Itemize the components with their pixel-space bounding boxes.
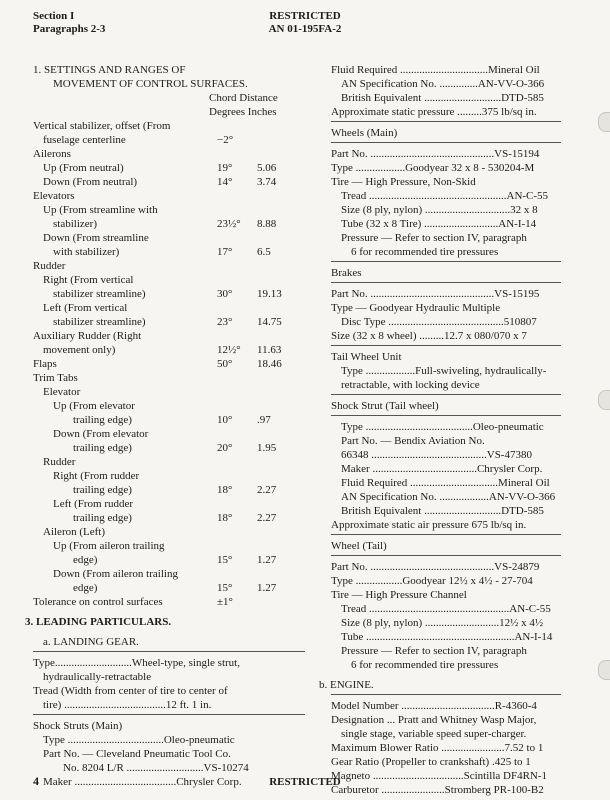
settings-title-cont: MOVEMENT OF CONTROL SURFACES. bbox=[53, 78, 248, 90]
binding-hole bbox=[598, 660, 610, 680]
spec-line: 6 for recommended tire pressures bbox=[351, 659, 499, 671]
divider bbox=[331, 282, 561, 283]
table-row: stabilizer) 23½° 8.88 bbox=[53, 218, 277, 230]
table-row: trailing edge) 10° .97 bbox=[73, 414, 271, 426]
group-label: Elevators bbox=[33, 190, 75, 202]
group-label: Wheel (Tail) bbox=[331, 540, 387, 552]
table-row: Up (From aileron trailing bbox=[53, 540, 165, 552]
table-row: Right (From vertical bbox=[43, 274, 134, 286]
divider bbox=[33, 651, 305, 652]
table-row: Down (From elevator bbox=[53, 428, 149, 440]
doc-number: AN 01-195FA-2 bbox=[268, 23, 342, 35]
spec-line: British Equivalent ............................DTD-585 bbox=[341, 505, 544, 517]
spec-line: Fluid Required ................................Mineral Oil bbox=[331, 64, 540, 76]
column-header: Chord Distance bbox=[209, 92, 278, 104]
classification-header: RESTRICTED bbox=[269, 10, 341, 22]
table-row: trailing edge) 18° 2.27 bbox=[73, 484, 277, 496]
table-row: trailing edge) 20° 1.95 bbox=[73, 442, 277, 454]
page-header-center bbox=[205, 10, 405, 36]
spec-line: AN Specification No. ..................AN-VV-O-366 bbox=[341, 491, 556, 503]
spec-line: single stage, variable speed super-charger. bbox=[341, 728, 527, 740]
spec-line: Pressure — Refer to section IV, paragraph bbox=[341, 645, 527, 657]
divider bbox=[331, 121, 561, 122]
section-heading: 3. LEADING PARTICULARS. bbox=[25, 616, 172, 628]
table-row: Left (From vertical bbox=[43, 302, 128, 314]
spec-line: Part No. .............................................VS-15194 bbox=[331, 148, 540, 160]
table-row: fuselage centerline −2° bbox=[43, 134, 234, 146]
table-row: Auxiliary Rudder (Right bbox=[33, 330, 142, 342]
group-label: Brakes bbox=[331, 267, 362, 279]
group-label: Shock Struts (Main) bbox=[33, 720, 123, 732]
spec-line: Type ...................................Oleo-pneumatic bbox=[43, 734, 235, 746]
subsection-heading: a. LANDING GEAR. bbox=[43, 636, 139, 648]
spec-line: Size (32 x 8 wheel) .........12.7 x 080/070 x 7 bbox=[331, 330, 527, 342]
spec-line: Type............................Wheel-type, single strut, bbox=[33, 657, 240, 669]
subsection-heading: b. ENGINE. bbox=[319, 679, 374, 691]
divider bbox=[33, 714, 305, 715]
spec-line: Model Number ..................................R-4360-4 bbox=[331, 700, 537, 712]
spec-line: Magneto .................................Scintilla DF4RN-1 bbox=[331, 770, 548, 782]
spec-line: Tread ..................................................AN-C-55 bbox=[341, 190, 549, 202]
table-row: Up (From neutral) 19° 5.06 bbox=[43, 162, 277, 174]
table-row: Down (From streamline bbox=[43, 232, 149, 244]
divider bbox=[331, 261, 561, 262]
classification-footer: RESTRICTED bbox=[269, 776, 341, 788]
table-row: Up (From elevator bbox=[53, 400, 135, 412]
table-row: stabilizer streamline) 30° 19.13 bbox=[53, 288, 282, 300]
divider bbox=[331, 534, 561, 535]
table-row: Right (From rudder bbox=[53, 470, 140, 482]
spec-line: Maker .....................................Chrysler Corp. bbox=[43, 776, 242, 788]
spec-line: Type — Goodyear Hydraulic Multiple bbox=[331, 302, 501, 314]
spec-line: retractable, with locking device bbox=[341, 379, 480, 391]
spec-line: Tire — High Pressure Channel bbox=[331, 589, 467, 601]
spec-line: Tire — High Pressure, Non-Skid bbox=[331, 176, 476, 188]
divider bbox=[331, 555, 561, 556]
spec-line: Gear Ratio (Propeller to crankshaft) .425 to 1 bbox=[331, 756, 531, 768]
spec-line: Type ..................Full-swiveling, hydraulically- bbox=[341, 365, 547, 377]
section-label: Section I bbox=[33, 10, 75, 22]
right-column bbox=[319, 63, 561, 797]
column-header: Degrees Inches bbox=[209, 106, 277, 118]
spec-line: Size (8 ply, nylon) ...............................32 x 8 bbox=[341, 204, 538, 216]
spec-line: 66348 ..........................................VS-47380 bbox=[341, 449, 532, 461]
spec-line: Approximate static pressure .........375 lb/sq in. bbox=[331, 106, 537, 118]
page-header-left bbox=[33, 10, 105, 36]
spec-line: British Equivalent ............................DTD-585 bbox=[341, 92, 544, 104]
binding-hole bbox=[598, 112, 610, 132]
spec-line: Tread (Width from center of tire to center of bbox=[33, 685, 228, 697]
table-row: Up (From streamline with bbox=[43, 204, 158, 216]
spec-line: AN Specification No. ..............AN-VV-O-366 bbox=[341, 78, 545, 90]
spec-line: Type .......................................Oleo-pneumatic bbox=[341, 421, 544, 433]
table-row: Down (From neutral) 14° 3.74 bbox=[43, 176, 277, 188]
spec-line: Tread ...................................................AN-C-55 bbox=[341, 603, 551, 615]
divider bbox=[331, 415, 561, 416]
binding-hole bbox=[598, 390, 610, 410]
table-row: edge) 15° 1.27 bbox=[73, 554, 277, 566]
subgroup-label: Elevator bbox=[43, 386, 81, 398]
spec-line: Approximate static air pressure 675 lb/sq in. bbox=[331, 519, 527, 531]
table-row: Down (From aileron trailing bbox=[53, 568, 178, 580]
spec-line: Pressure — Refer to section IV, paragraph bbox=[341, 232, 527, 244]
left-column bbox=[25, 63, 305, 789]
spec-line: Size (8 ply, nylon) ...........................12½ x 4½ bbox=[341, 617, 544, 629]
group-label: Ailerons bbox=[33, 148, 71, 160]
table-row: stabilizer streamline) 23° 14.75 bbox=[53, 316, 282, 328]
page-number: 4 bbox=[33, 774, 39, 788]
spec-line: Part No. .............................................VS-24879 bbox=[331, 561, 540, 573]
group-label: Shock Strut (Tail wheel) bbox=[331, 400, 439, 412]
spec-line: Part No. — Bendix Aviation No. bbox=[341, 435, 485, 447]
spec-line: Fluid Required ................................Mineral Oil bbox=[341, 477, 550, 489]
group-label: Tail Wheel Unit bbox=[331, 351, 402, 363]
spec-line: Maximum Blower Ratio .......................7.52 to 1 bbox=[331, 742, 544, 754]
settings-title: 1. SETTINGS AND RANGES OF bbox=[33, 64, 186, 76]
spec-line: Tube ......................................................AN-I-14 bbox=[341, 631, 553, 643]
spec-line: No. 8204 L/R ............................VS-10274 bbox=[63, 762, 249, 774]
spec-line: Part No. — Cleveland Pneumatic Tool Co. bbox=[43, 748, 231, 760]
spec-line: Type ..................Goodyear 32 x 8 - 530204-M bbox=[331, 162, 535, 174]
divider bbox=[331, 345, 561, 346]
table-row: edge) 15° 1.27 bbox=[73, 582, 277, 594]
paragraphs-label: Paragraphs 2-3 bbox=[33, 23, 106, 35]
table-row: movement only) 12½° 11.63 bbox=[43, 344, 282, 356]
divider bbox=[331, 394, 561, 395]
divider bbox=[331, 694, 561, 695]
table-row: Flaps 50° 18.46 bbox=[33, 358, 282, 370]
table-row: Vertical stabilizer, offset (From bbox=[33, 120, 171, 132]
spec-line: 6 for recommended tire pressures bbox=[351, 246, 499, 258]
spec-line: Maker ......................................Chrysler Corp. bbox=[341, 463, 543, 475]
subgroup-label: Aileron (Left) bbox=[43, 526, 105, 538]
group-label: Wheels (Main) bbox=[331, 127, 398, 139]
spec-line: tire) .....................................12 ft. 1 in. bbox=[43, 699, 212, 711]
table-row: with stabilizer) 17° 6.5 bbox=[53, 246, 271, 258]
group-label: Trim Tabs bbox=[33, 372, 78, 384]
group-label: Rudder bbox=[33, 260, 66, 272]
spec-line: hydraulically-retractable bbox=[43, 671, 152, 683]
table-row: Tolerance on control surfaces ±1° bbox=[33, 596, 233, 608]
table-row: trailing edge) 18° 2.27 bbox=[73, 512, 277, 524]
table-row: Left (From rudder bbox=[53, 498, 134, 510]
spec-line: Carburetor .......................Stromberg PR-100-B2 bbox=[331, 784, 544, 796]
spec-line: Part No. .............................................VS-15195 bbox=[331, 288, 540, 300]
spec-line: Type .................Goodyear 12½ x 4½ - 27-704 bbox=[331, 575, 533, 587]
divider bbox=[331, 142, 561, 143]
spec-line: Designation ... Pratt and Whitney Wasp Major, bbox=[331, 714, 537, 726]
spec-line: Tube (32 x 8 Tire) ...........................AN-I-14 bbox=[341, 218, 537, 230]
subgroup-label: Rudder bbox=[43, 456, 76, 468]
spec-line: Disc Type ..........................................510807 bbox=[341, 316, 537, 328]
